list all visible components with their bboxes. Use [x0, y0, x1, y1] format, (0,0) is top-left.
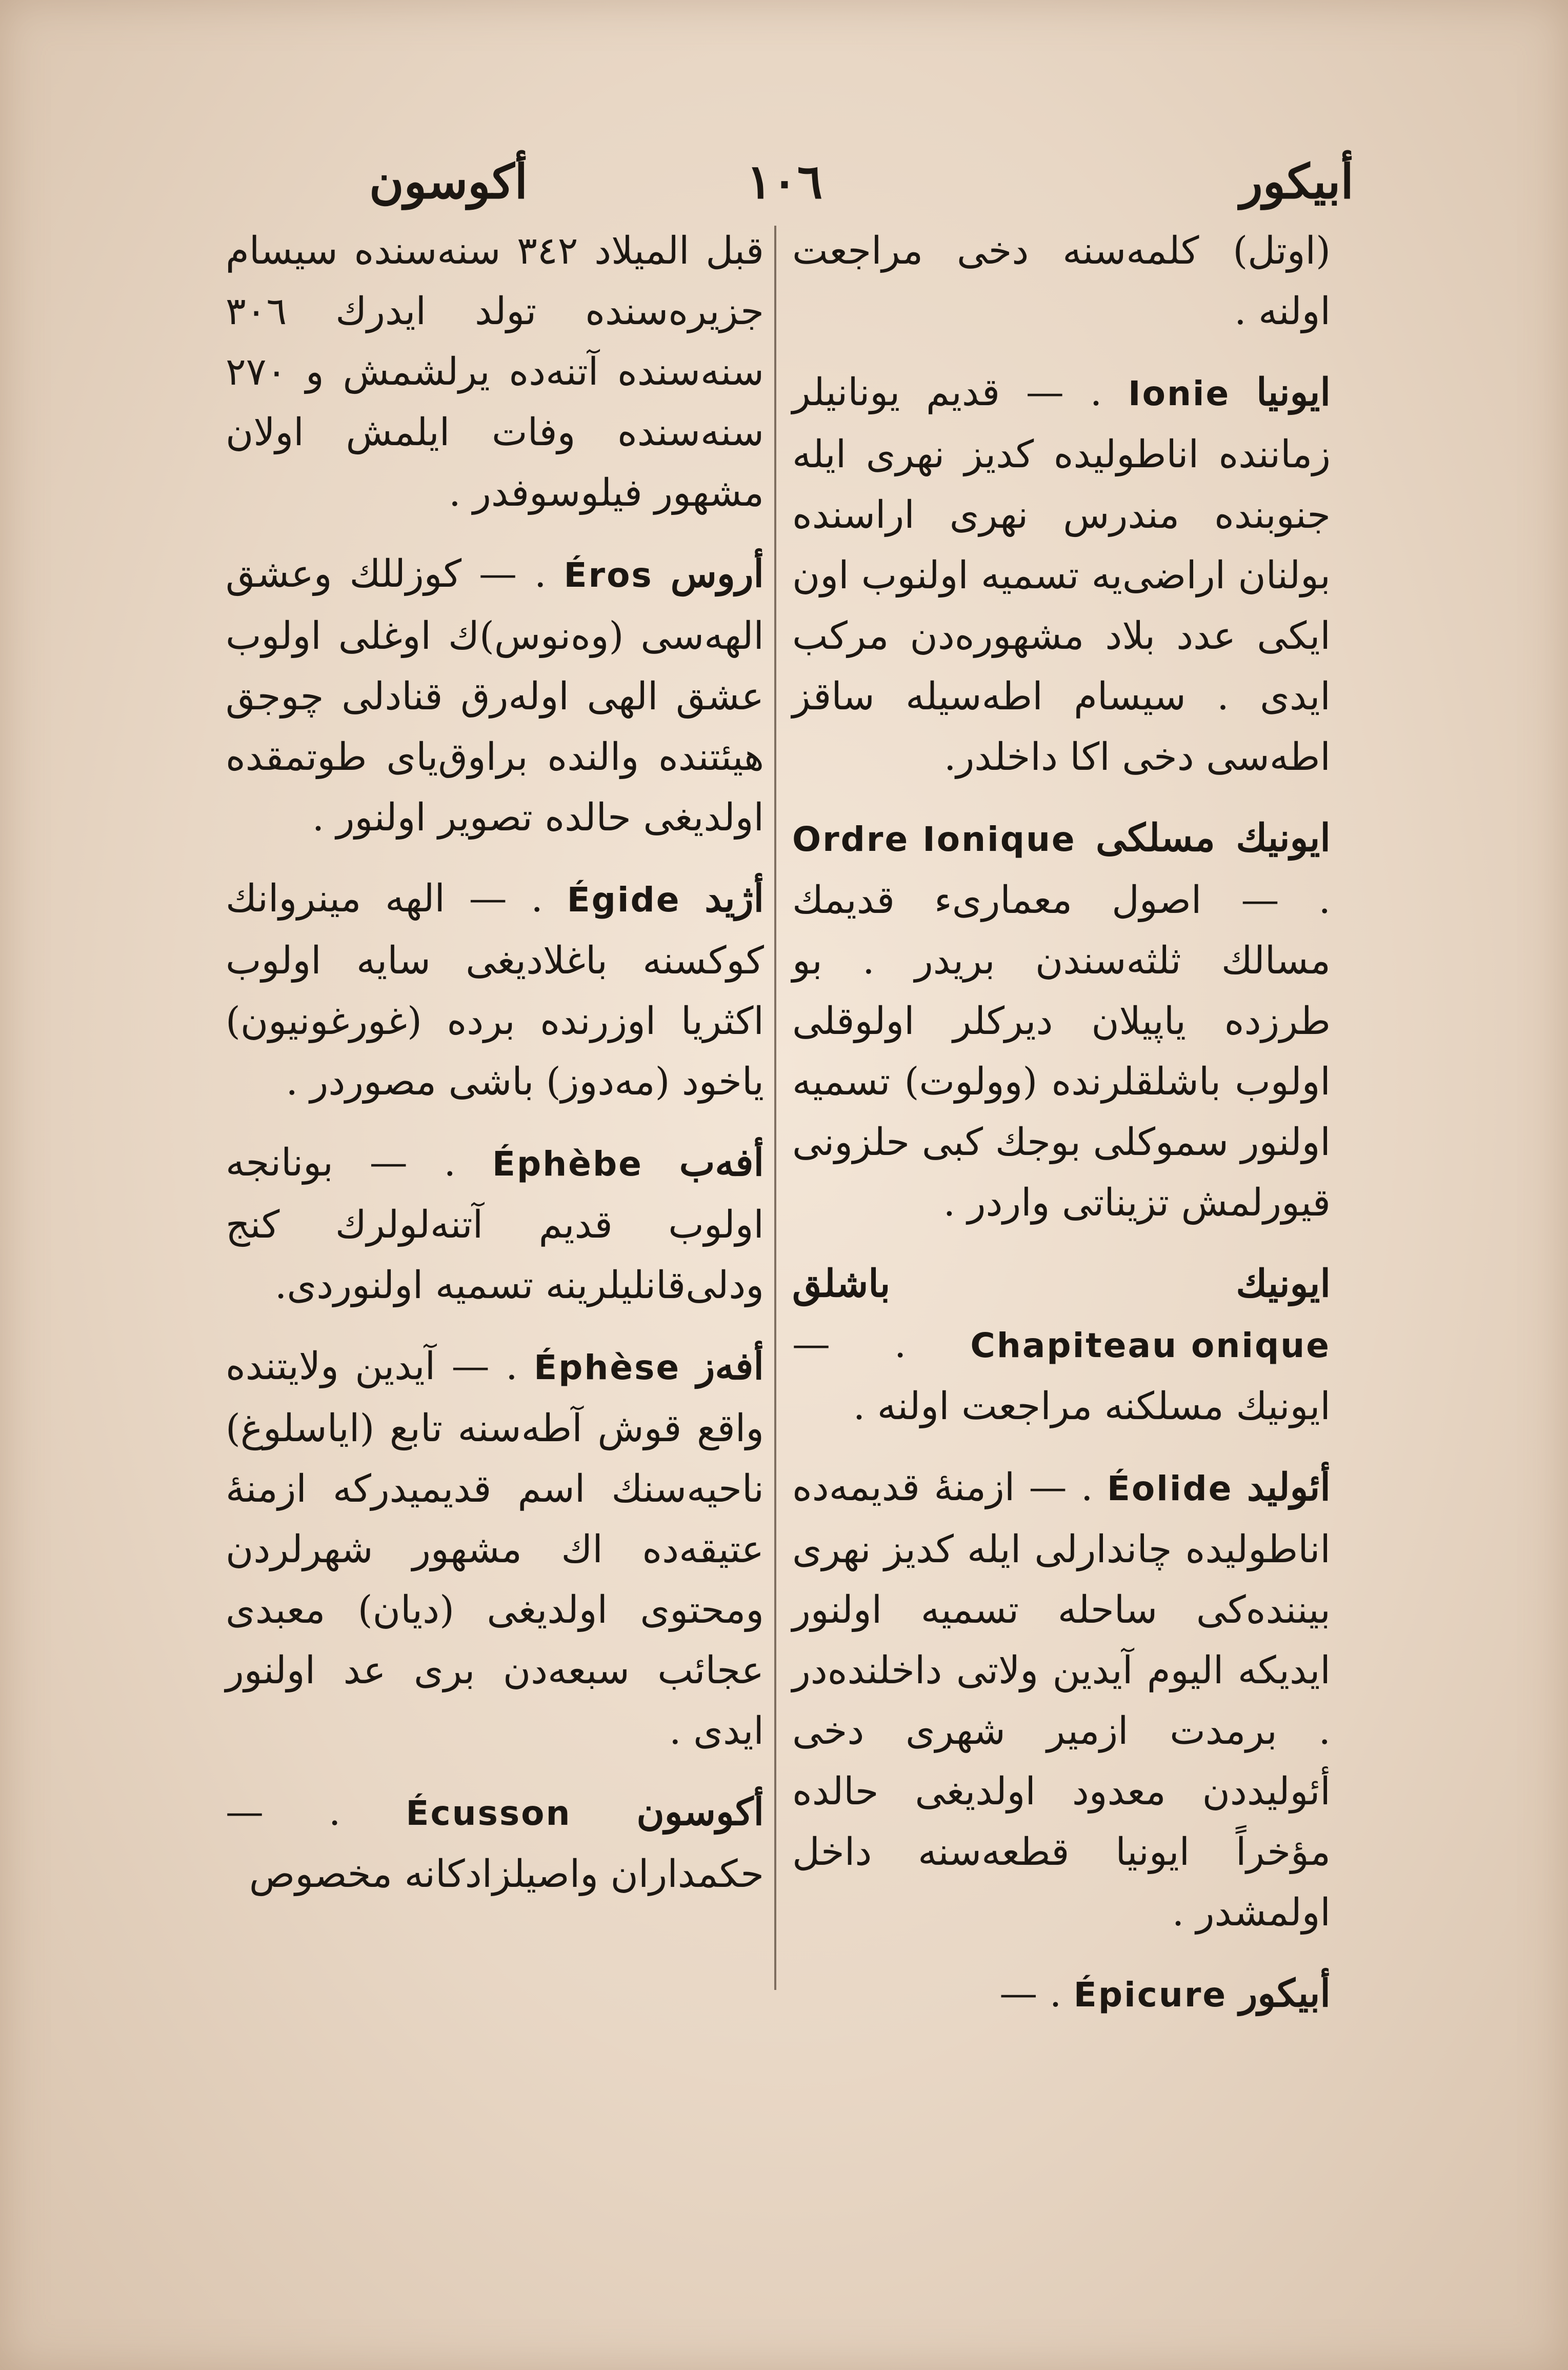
entry-latin-term: Égide — [567, 880, 681, 920]
entry-latin-term: Écusson — [406, 1794, 572, 1833]
entry-continuation — [792, 221, 1331, 342]
entry-continuation — [226, 221, 764, 523]
entry-text: قبل الميلاد ٣٤٢ سنه‌سنده سيسام جزيره‌سنده تولد ايدرك ٣٠٦ سنه‌سنده آتنه‌ده يرلشمش و ٢٧٠ سنه‌سنده وفات ايلمش اولان مشهور فيلوسوفدر . — [226, 229, 764, 515]
entry-text: . — الهه مينروانك كوكسنه باغلاديغی سايه اولوب اكثريا اوزرنده برده (غورغونيون) ياخود (مه‌دوز) باشی مصوردر . — [226, 877, 764, 1104]
entry-ephebe — [226, 1132, 764, 1316]
running-head-right: أبيكور — [1240, 154, 1354, 209]
column-divider — [774, 226, 776, 1990]
right-column — [792, 221, 1331, 2046]
entry-text: (اوتل) كلمه‌سنه دخی مراجعت اولنه . — [792, 229, 1331, 333]
entry-headword: أكوسون — [636, 1790, 765, 1834]
entry-headword: أئوليد — [1247, 1465, 1331, 1509]
entry-headword: ايونيك مسلكی — [1096, 816, 1331, 860]
entry-headword: ايونيا — [1256, 370, 1331, 414]
entry-headword: أفەز — [696, 1344, 764, 1388]
entry-ionie — [792, 362, 1331, 787]
entry-latin-term: Chapiteau onique — [970, 1326, 1331, 1365]
entry-latin-term: Épicure — [1073, 1975, 1228, 2015]
entry-text: . — اصول معماریء قديمك مسالك ثلثه‌سندن بريدر . بو طرزده ياپيلان ديركلر اولوقلی اولوب باشلقلرنده (وولوت) تسميه اولنور سموكلی بوجك كبی حلزونی قيورلمش تزيناتی واردر . — [792, 878, 1331, 1225]
entry-headword: أبيكور — [1239, 1971, 1331, 2016]
entry-text: . — حكمداران واصيلزادكانه مخصوص — [226, 1790, 764, 1896]
page-number: ١٠٦ — [746, 154, 823, 209]
entry-headword: أروس — [670, 552, 764, 596]
entry-eros — [226, 544, 764, 848]
entry-text: . — آيدين ولايتنده واقع قوش آطه‌سنه تابع (اياسلوغ) ناحيه‌سنك اسم قديميدركه ازمنهٔ عتيقه‌ده اك مشهور شهرلردن ومحتوی اولديغی (ديان) معبدی عجائب سبعه‌دن بری عد اولنور ايدی . — [226, 1344, 764, 1753]
entry-text: . — بونانجه اولوب قديم آتنه‌لولرك كنج ودلی‌قانليلرينه تسميه اولنوردی. — [226, 1141, 764, 1307]
entry-headword: أژيد — [705, 877, 764, 921]
entry-headword: ايونيك باشلق — [792, 1262, 1331, 1306]
entry-latin-term: Éolide — [1107, 1469, 1233, 1508]
entry-latin-term: Ordre Ionique — [792, 820, 1076, 859]
entry-chapiteau-ionique — [792, 1253, 1331, 1437]
entry-latin-term: Éphèbe — [492, 1144, 643, 1184]
entry-text: . — ايونيك مسلكنه مراجعت اولنه . — [792, 1322, 1331, 1428]
entry-text: . — قديم يونانيلر زماننده اناطوليده كديز نهری ايله جنوبنده مندرس نهری اراسنده بولنان اراضی‌يه تسميه اولنوب اون ايكی عدد بلاد مشهوره‌دن مركب ايدی . سيسام اطه‌سيله ساقز اطه‌سی دخی اكا داخلدر. — [792, 370, 1331, 779]
entry-latin-term: Ionie — [1128, 374, 1231, 413]
entry-latin-term: Éphèse — [534, 1348, 681, 1387]
running-head-left: أكوسون — [369, 154, 528, 209]
entry-eolide — [792, 1457, 1331, 1943]
entry-ephese — [226, 1336, 764, 1761]
left-column — [226, 221, 764, 1925]
running-head — [215, 154, 1354, 221]
entry-text: . — — [999, 1971, 1062, 2016]
entry-text: . — ازمنهٔ قديمه‌ده اناطوليده چاندارلی ايله كديز نهری بيننده‌كی ساحله تسميه اولنور ايديكه اليوم آيدين ولاتی داخلنده‌در . برمدت ازمير شهری دخی أئوليددن معدود اولديغی حالده مؤخراً ايونيا قطعه‌سنه داخل اولمشدر . — [792, 1465, 1331, 1935]
entry-headword: أفەب — [679, 1141, 765, 1185]
entry-latin-term: Éros — [564, 555, 653, 595]
entry-egide — [226, 868, 764, 1112]
entry-ecusson — [226, 1782, 764, 1904]
entry-text: . — كوزللك وعشق الهه‌سی (وه‌نوس)ك اوغلی اولوب عشق الهی اوله‌رق قنادلی چوجق هيئتنده والنده براوق‌يای طوتمقده اولديغی حالده تصوير اولنور . — [226, 552, 764, 840]
entry-epicure — [792, 1963, 1331, 2025]
entry-ordre-ionique — [792, 808, 1331, 1233]
